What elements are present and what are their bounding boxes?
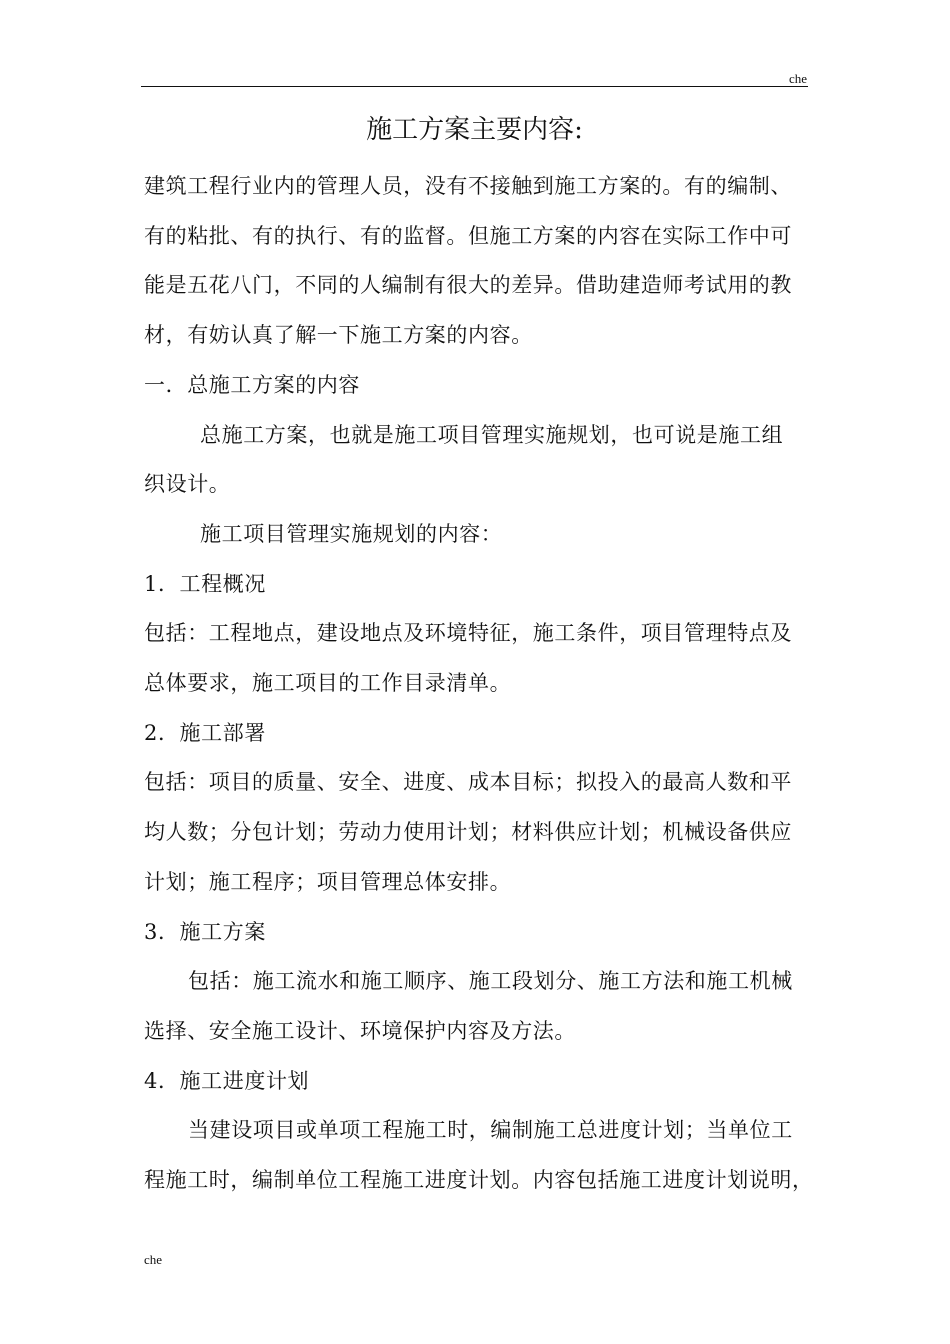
text-line: 能是五花八门，不同的人编制有很大的差异。借助建造师考试用的教: [144, 273, 792, 298]
item-heading-3: [144, 908, 810, 958]
text-line: 4．施工进度计划: [144, 1068, 310, 1093]
text-line: 程施工时，编制单位工程施工进度计划。内容包括施工进度计划说明，: [144, 1168, 814, 1193]
text-line: 包括：工程地点，建设地点及环境特征，施工条件，项目管理特点及: [144, 621, 792, 646]
text-line: 织设计。: [144, 472, 231, 497]
overview-paragraph: [144, 411, 810, 510]
item-body-2: [144, 758, 810, 907]
text-line: 1．工程概况: [144, 571, 266, 596]
item-heading-2: [144, 709, 810, 759]
text-line: 2．施工部署: [144, 720, 266, 745]
text-line: 总施工方案，也就是施工项目管理实施规划，也可说是施工组: [200, 422, 784, 447]
text-line: 总体要求，施工项目的工作目录清单。: [144, 671, 512, 696]
text-line: 3．施工方案: [144, 919, 266, 944]
section-heading-1: [144, 361, 810, 411]
item-body-4: [144, 1106, 814, 1205]
text-line: 施工项目管理实施规划的内容：: [200, 521, 503, 546]
text-line: 材，有妨认真了解一下施工方案的内容。: [144, 323, 533, 348]
text-line: 包括：项目的质量、安全、进度、成本目标；拟投入的最高人数和平: [144, 770, 792, 795]
text-line: 选择、安全施工设计、环境保护内容及方法。: [144, 1018, 576, 1043]
header-rule: [141, 86, 808, 87]
intro-paragraph: [144, 162, 810, 361]
item-heading-1: [144, 560, 810, 610]
page-header-text: che: [788, 71, 807, 86]
text-line: 计划；施工程序；项目管理总体安排。: [144, 869, 512, 894]
text-line: 一．总施工方案的内容: [144, 372, 360, 397]
plan-contents-label: [144, 510, 810, 560]
text-line: 当建设项目或单项工程施工时，编制施工总进度计划；当单位工: [188, 1118, 793, 1143]
text-line: 有的粘批、有的执行、有的监督。但施工方案的内容在实际工作中可: [144, 223, 792, 248]
text-line: 包括：施工流水和施工顺序、施工段划分、施工方法和施工机械: [188, 969, 793, 994]
document-body: [144, 162, 814, 1206]
item-body-3: [144, 957, 810, 1056]
page-footer-text: che: [144, 1252, 163, 1267]
item-body-1: [144, 609, 810, 708]
document-title: 施工方案主要内容:: [366, 115, 583, 145]
text-line: 建筑工程行业内的管理人员，没有不接触到施工方案的。有的编制、: [144, 174, 792, 198]
item-heading-4: [144, 1057, 810, 1107]
text-line: 均人数；分包计划；劳动力使用计划；材料供应计划；机械设备供应: [144, 820, 792, 845]
